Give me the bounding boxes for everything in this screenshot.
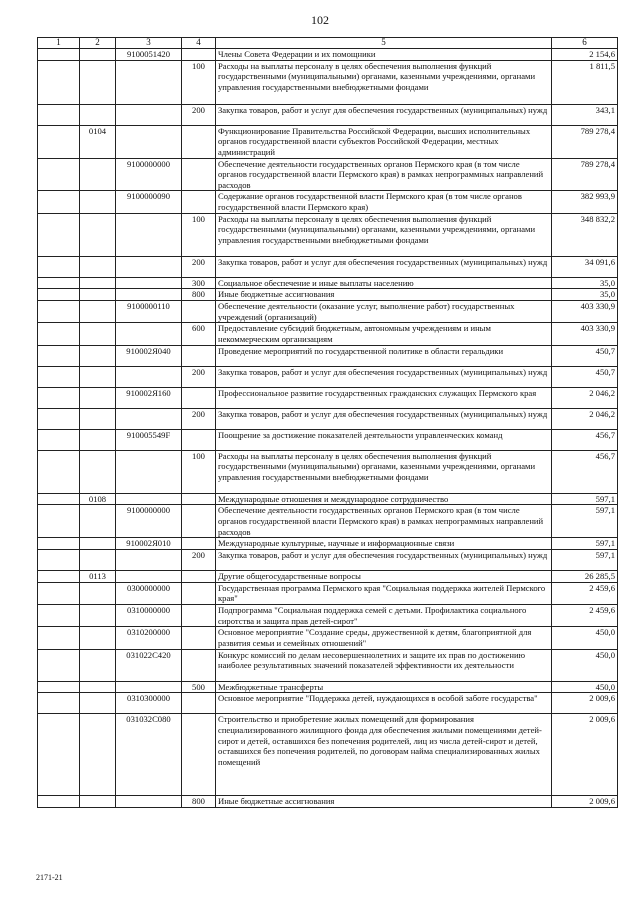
description-cell: Закупка товаров, работ и услуг для обеспечения государственных (муниципальных) нужд [216,408,552,429]
target-article-cell [116,277,182,289]
description-cell: Закупка товаров, работ и услуг для обеспечения государственных (муниципальных) нужд [216,104,552,125]
section-code-cell [80,796,116,808]
description-cell: Расходы на выплаты персоналу в целях обеспечения выполнения функций государственными (муниципальными) органами, казенными учреждениями, органами управления государственными внебюджетными фондами [216,60,552,104]
row-number-cell [38,158,80,191]
section-code-cell [80,681,116,693]
expense-type-cell [182,158,216,191]
row-number-cell [38,277,80,289]
expense-type-cell [182,493,216,505]
description-cell: Обеспечение деятельности государственных органов Пермского края (в том числе органов государственной власти Пермского края) в рамках непрограммных направлений расходов [216,505,552,538]
target-article-cell: 910005549F [116,429,182,450]
target-article-cell: 031022C420 [116,649,182,681]
description-cell: Расходы на выплаты персоналу в целях обеспечения выполнения функций государственными (муниципальными) органами, казенными учреждениями, органами управления государственными внебюджетными фондами [216,213,552,256]
row-number-cell [38,256,80,277]
target-article-cell: 910002Я040 [116,345,182,366]
section-code-cell [80,277,116,289]
target-article-cell [116,104,182,125]
expense-type-cell: 200 [182,408,216,429]
amount-cell: 450,7 [552,366,618,387]
description-cell: Конкурс комиссий по делам несовершеннолетних и защите их прав по достижению наиболее результативных значений показателей эффективности их деятельности [216,649,552,681]
row-number-cell [38,582,80,604]
amount-cell: 597,1 [552,493,618,505]
table-row [38,289,618,301]
table-row [38,408,618,429]
row-number-cell [38,323,80,345]
expense-type-cell: 300 [182,277,216,289]
header-cell: 4 [182,38,216,49]
amount-cell: 2 459,6 [552,604,618,626]
description-cell: Обеспечение деятельности (оказание услуг, выполнение работ) государственных учреждений (организаций) [216,301,552,323]
row-number-cell [38,649,80,681]
section-code-cell [80,450,116,493]
table-row [38,571,618,583]
table-row [38,301,618,323]
expense-type-cell [182,714,216,796]
expense-type-cell: 500 [182,681,216,693]
section-code-cell [80,714,116,796]
row-number-cell [38,505,80,538]
table-row [38,693,618,714]
row-number-cell [38,289,80,301]
header-cell: 6 [552,38,618,49]
row-number-cell [38,104,80,125]
target-article-cell: 9100000000 [116,505,182,538]
row-number-cell [38,604,80,626]
amount-cell: 597,1 [552,550,618,571]
expense-type-cell [182,693,216,714]
target-article-cell: 9100051420 [116,48,182,60]
description-cell: Обеспечение деятельности государственных органов Пермского края (в том числе органов государственной власти Пермского края) в рамках непрограммных направлений расходов [216,158,552,191]
table-row [38,104,618,125]
table-row [38,796,618,808]
section-code-cell [80,604,116,626]
table-row [38,48,618,60]
description-cell: Закупка товаров, работ и услуг для обеспечения государственных (муниципальных) нужд [216,256,552,277]
amount-cell: 450,0 [552,681,618,693]
description-cell: Профессиональное развитие государственных гражданских служащих Пермского края [216,387,552,408]
section-code-cell [80,60,116,104]
table-row [38,681,618,693]
row-number-cell [38,408,80,429]
section-code-cell [80,693,116,714]
table-row [38,277,618,289]
description-cell: Государственная программа Пермского края "Социальная поддержка жителей Пермского края" [216,582,552,604]
description-cell: Расходы на выплаты персоналу в целях обеспечения выполнения функций государственными (муниципальными) органами, казенными учреждениями, органами управления государственными внебюджетными фондами [216,450,552,493]
row-number-cell [38,125,80,158]
target-article-cell: 0310300000 [116,693,182,714]
row-number-cell [38,366,80,387]
expense-type-cell [182,48,216,60]
expense-type-cell: 200 [182,550,216,571]
amount-cell: 597,1 [552,538,618,550]
row-number-cell [38,301,80,323]
table-row [38,538,618,550]
amount-cell: 35,0 [552,277,618,289]
amount-cell: 2 009,6 [552,714,618,796]
target-article-cell [116,493,182,505]
table-row [38,158,618,191]
expense-type-cell [182,429,216,450]
section-code-cell [80,387,116,408]
section-code-cell [80,429,116,450]
row-number-cell [38,345,80,366]
row-number-cell [38,571,80,583]
section-code-cell: 0108 [80,493,116,505]
amount-cell: 343,1 [552,104,618,125]
expense-type-cell [182,649,216,681]
table-row [38,627,618,649]
expense-type-cell [182,571,216,583]
table-row [38,125,618,158]
expense-type-cell [182,345,216,366]
target-article-cell [116,289,182,301]
target-article-cell [116,796,182,808]
table-row [38,256,618,277]
header-cell: 3 [116,38,182,49]
expense-type-cell: 200 [182,366,216,387]
description-cell: Международные культурные, научные и информационные связи [216,538,552,550]
expense-type-cell [182,627,216,649]
amount-cell: 450,0 [552,627,618,649]
target-article-cell: 031032C080 [116,714,182,796]
table-row [38,550,618,571]
amount-cell: 450,0 [552,649,618,681]
expense-type-cell [182,191,216,213]
table-row [38,323,618,345]
expense-type-cell [182,604,216,626]
amount-cell: 403 330,9 [552,301,618,323]
header-cell: 5 [216,38,552,49]
target-article-cell [116,681,182,693]
description-cell: Основное мероприятие "Создание среды, дружественной к детям, благоприятной для развития семьи и семейных отношений" [216,627,552,649]
row-number-cell [38,450,80,493]
section-code-cell [80,323,116,345]
section-code-cell [80,550,116,571]
table-row [38,191,618,213]
description-cell: Проведение мероприятий по государственной политике в области геральдики [216,345,552,366]
description-cell: Международные отношения и международное сотрудничество [216,493,552,505]
section-code-cell [80,649,116,681]
description-cell: Предоставление субсидий бюджетным, автономным учреждениям и иным некоммерческим организациям [216,323,552,345]
target-article-cell [116,125,182,158]
expense-type-cell: 100 [182,213,216,256]
amount-cell: 2 459,6 [552,582,618,604]
amount-cell: 456,7 [552,450,618,493]
target-article-cell: 9100000110 [116,301,182,323]
target-article-cell [116,571,182,583]
table-row [38,582,618,604]
row-number-cell [38,550,80,571]
description-cell: Закупка товаров, работ и услуг для обеспечения государственных (муниципальных) нужд [216,550,552,571]
amount-cell: 597,1 [552,505,618,538]
description-cell: Содержание органов государственной власти Пермского края (в том числе органов государственной власти Пермского края) [216,191,552,213]
amount-cell: 2 046,2 [552,408,618,429]
budget-table [37,37,618,808]
section-code-cell [80,408,116,429]
section-code-cell [80,582,116,604]
table-row [38,387,618,408]
row-number-cell [38,191,80,213]
target-article-cell [116,366,182,387]
amount-cell: 789 278,4 [552,125,618,158]
document-code: 2171-21 [36,873,63,882]
expense-type-cell: 100 [182,450,216,493]
description-cell: Межбюджетные трансферты [216,681,552,693]
target-article-cell [116,550,182,571]
table-row [38,345,618,366]
table-header-row [38,38,618,49]
section-code-cell [80,345,116,366]
expense-type-cell [182,582,216,604]
section-code-cell: 0113 [80,571,116,583]
amount-cell: 456,7 [552,429,618,450]
amount-cell: 1 811,5 [552,60,618,104]
table-row [38,714,618,796]
section-code-cell [80,505,116,538]
description-cell: Поощрение за достижение показателей деятельности управленческих команд [216,429,552,450]
expense-type-cell: 800 [182,796,216,808]
target-article-cell: 9100000000 [116,158,182,191]
expense-type-cell [182,538,216,550]
expense-type-cell [182,301,216,323]
description-cell: Функционирование Правительства Российской Федерации, высших исполнительных органов государственной власти субъектов Российской Федерации, местных администраций [216,125,552,158]
amount-cell: 2 009,6 [552,796,618,808]
row-number-cell [38,796,80,808]
description-cell: Иные бюджетные ассигнования [216,796,552,808]
description-cell: Другие общегосударственные вопросы [216,571,552,583]
description-cell: Социальное обеспечение и иные выплаты населению [216,277,552,289]
expense-type-cell: 200 [182,104,216,125]
row-number-cell [38,538,80,550]
target-article-cell: 0300000000 [116,582,182,604]
target-article-cell [116,408,182,429]
amount-cell: 403 330,9 [552,323,618,345]
section-code-cell [80,48,116,60]
section-code-cell [80,366,116,387]
table-row [38,213,618,256]
section-code-cell [80,104,116,125]
section-code-cell [80,158,116,191]
target-article-cell [116,60,182,104]
table-row [38,366,618,387]
table-row [38,60,618,104]
description-cell: Основное мероприятие "Поддержка детей, нуждающихся в особой заботе государства" [216,693,552,714]
amount-cell: 2 046,2 [552,387,618,408]
page-number: 102 [311,13,329,27]
amount-cell: 450,7 [552,345,618,366]
section-code-cell [80,538,116,550]
row-number-cell [38,714,80,796]
expense-type-cell [182,125,216,158]
expense-type-cell: 200 [182,256,216,277]
target-article-cell: 9100000090 [116,191,182,213]
section-code-cell [80,289,116,301]
section-code-cell [80,191,116,213]
amount-cell: 2 154,6 [552,48,618,60]
row-number-cell [38,681,80,693]
table-row [38,429,618,450]
expense-type-cell: 600 [182,323,216,345]
description-cell: Строительство и приобретение жилых помещений для формирования специализированного жилищного фонда для обеспечения жилыми помещениями детей-сирот и детей, оставшихся без попечения родителей, лиц из числа детей-сирот и детей, оставшихся без попечения родителей, по договорам найма специализированных жилых помещений [216,714,552,796]
amount-cell: 2 009,6 [552,693,618,714]
section-code-cell: 0104 [80,125,116,158]
expense-type-cell: 100 [182,60,216,104]
description-cell: Подпрограмма "Социальная поддержка семей с детьми. Профилактика социального сиротства и защита прав детей-сирот" [216,604,552,626]
expense-type-cell [182,505,216,538]
target-article-cell: 910002Я160 [116,387,182,408]
target-article-cell [116,256,182,277]
amount-cell: 26 285,5 [552,571,618,583]
row-number-cell [38,493,80,505]
table-row [38,604,618,626]
amount-cell: 34 091,6 [552,256,618,277]
row-number-cell [38,213,80,256]
target-article-cell [116,213,182,256]
header-cell: 1 [38,38,80,49]
amount-cell: 382 993,9 [552,191,618,213]
section-code-cell [80,301,116,323]
header-cell: 2 [80,38,116,49]
amount-cell: 348 832,2 [552,213,618,256]
target-article-cell: 910002Я010 [116,538,182,550]
row-number-cell [38,48,80,60]
row-number-cell [38,627,80,649]
amount-cell: 789 278,4 [552,158,618,191]
table-row [38,649,618,681]
target-article-cell [116,323,182,345]
amount-cell: 35,0 [552,289,618,301]
section-code-cell [80,256,116,277]
target-article-cell [116,450,182,493]
row-number-cell [38,429,80,450]
expense-type-cell [182,387,216,408]
target-article-cell: 0310000000 [116,604,182,626]
description-cell: Члены Совета Федерации и их помощники [216,48,552,60]
table-row [38,493,618,505]
row-number-cell [38,693,80,714]
section-code-cell [80,627,116,649]
target-article-cell: 0310200000 [116,627,182,649]
section-code-cell [80,213,116,256]
description-cell: Иные бюджетные ассигнования [216,289,552,301]
table-row [38,450,618,493]
expense-type-cell: 800 [182,289,216,301]
row-number-cell [38,387,80,408]
table-row [38,505,618,538]
row-number-cell [38,60,80,104]
description-cell: Закупка товаров, работ и услуг для обеспечения государственных (муниципальных) нужд [216,366,552,387]
